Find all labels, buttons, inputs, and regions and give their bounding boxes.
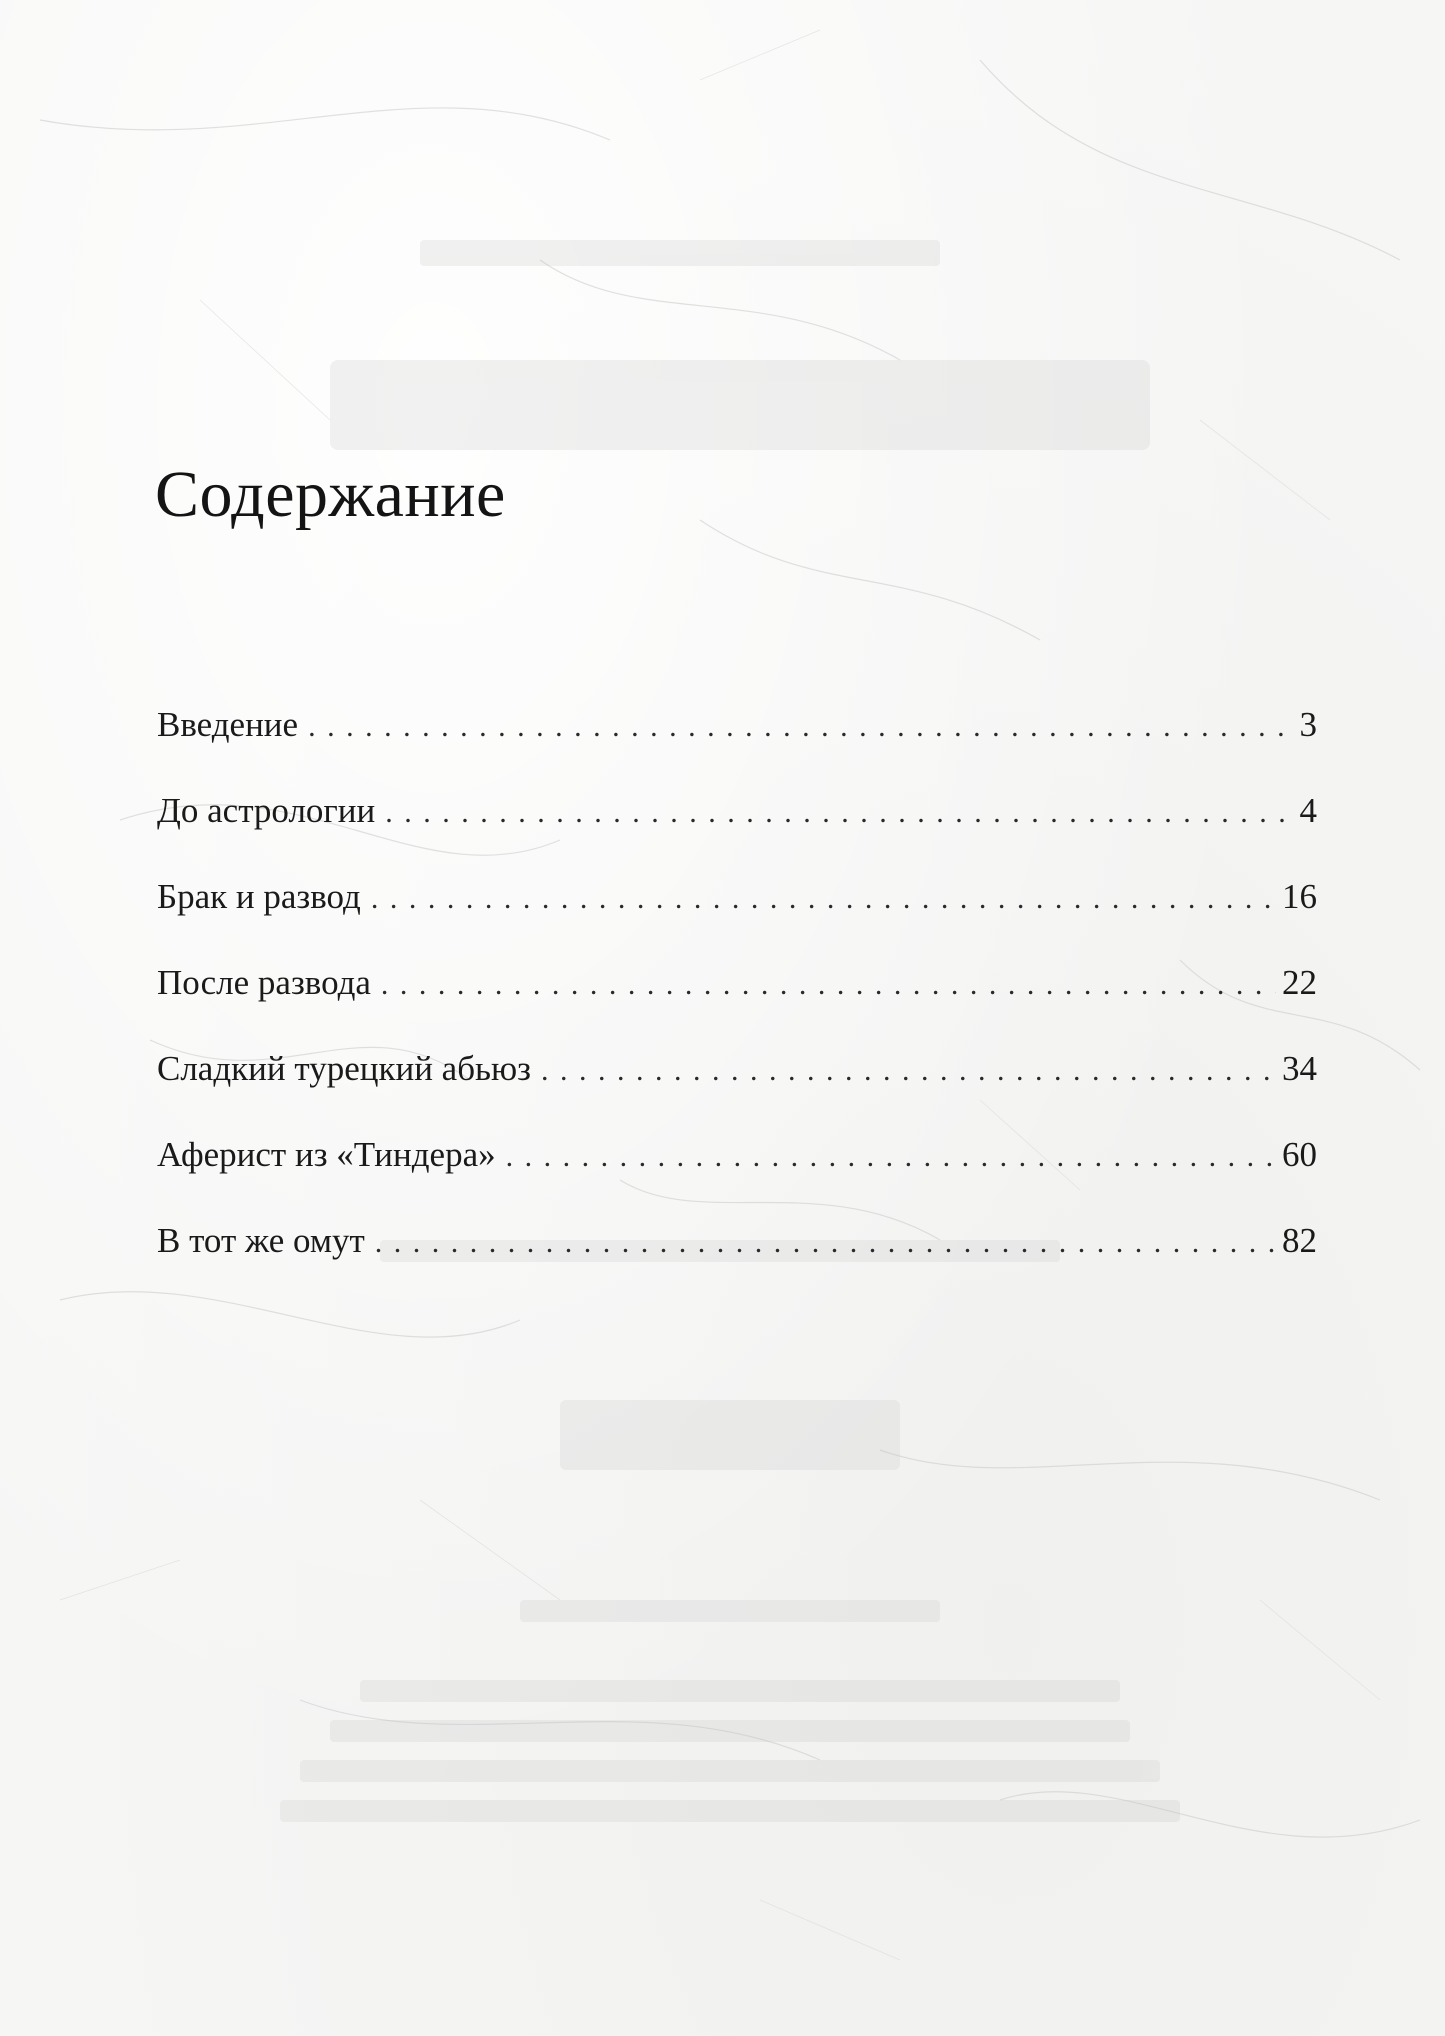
toc-entry[interactable] — [157, 690, 1317, 776]
toc-entry[interactable] — [157, 776, 1317, 862]
table-of-contents — [157, 690, 1317, 1292]
dot-leader — [308, 692, 1293, 762]
toc-entry-title: Введение — [157, 705, 299, 744]
dot-leader — [541, 1036, 1276, 1106]
toc-entry[interactable] — [157, 1120, 1317, 1206]
toc-entry[interactable] — [157, 1206, 1317, 1292]
toc-entry[interactable] — [157, 862, 1317, 948]
toc-page-number: 60 — [1282, 1135, 1317, 1174]
dot-leader — [371, 864, 1276, 934]
toc-entry-title: После развода — [157, 963, 371, 1002]
toc-page-number: 82 — [1282, 1221, 1317, 1260]
toc-entry-title: Брак и развод — [157, 877, 361, 916]
dot-leader — [385, 778, 1293, 848]
toc-page-number: 34 — [1282, 1049, 1317, 1088]
toc-entry-title: Сладкий турецкий абьюз — [157, 1049, 531, 1088]
dot-leader — [375, 1208, 1276, 1278]
page-title: Содержание — [155, 458, 506, 531]
dot-leader — [381, 950, 1276, 1020]
toc-entry-title: До астрологии — [157, 791, 376, 830]
toc-entry-title: Аферист из «Тиндера» — [157, 1135, 496, 1174]
toc-page-number: 4 — [1299, 791, 1317, 830]
toc-entry[interactable] — [157, 1034, 1317, 1120]
dot-leader — [506, 1122, 1276, 1192]
toc-entry[interactable] — [157, 948, 1317, 1034]
toc-entry-title: В тот же омут — [157, 1221, 365, 1260]
toc-page-number: 3 — [1299, 705, 1317, 744]
toc-page-number: 16 — [1282, 877, 1317, 916]
toc-page-number: 22 — [1282, 963, 1317, 1002]
